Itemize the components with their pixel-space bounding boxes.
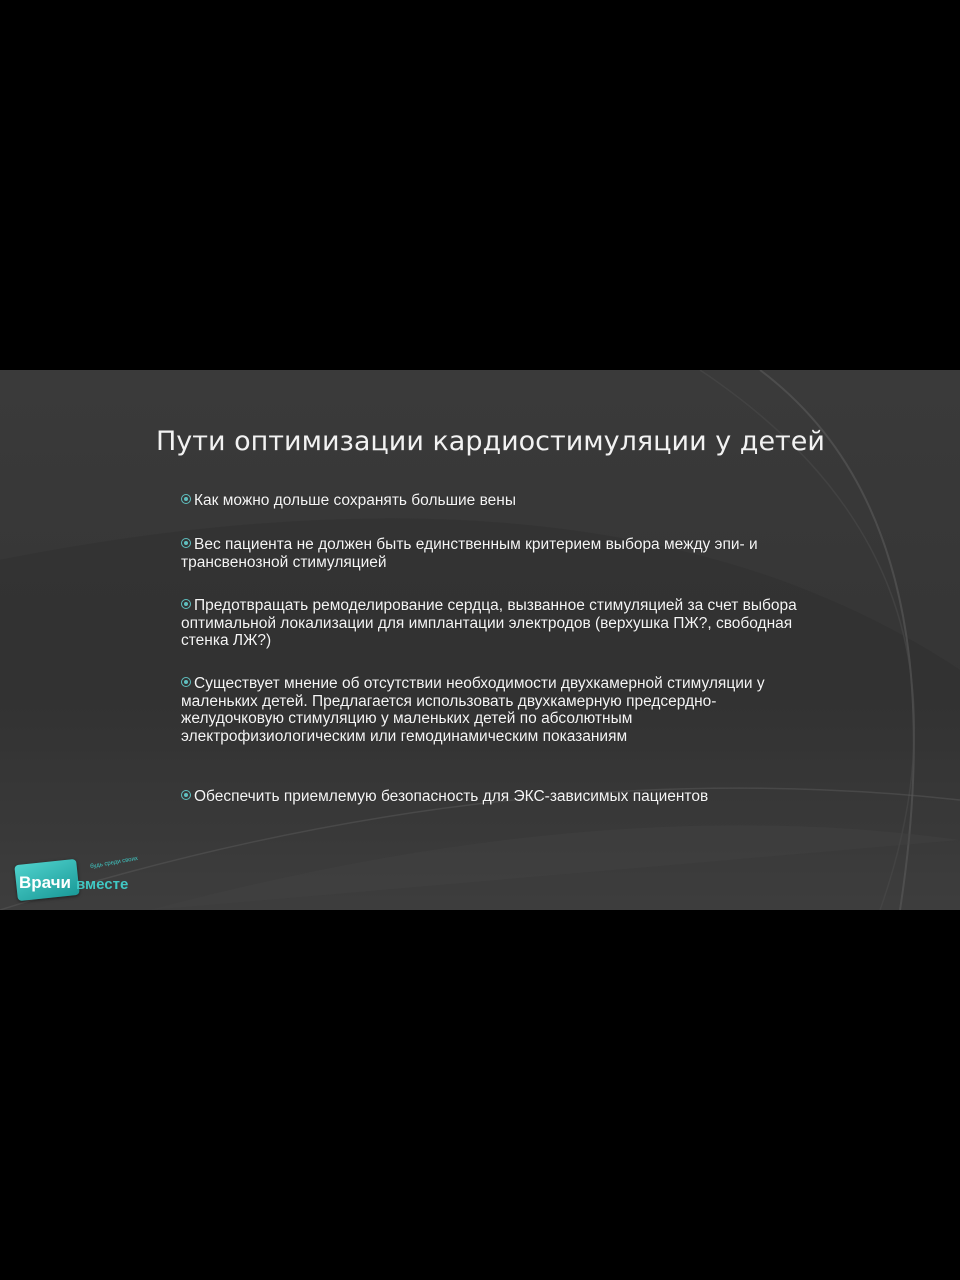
bullet-text: Обеспечить приемлемую безопасность для ЭКС-зависимых пациентов bbox=[194, 788, 709, 805]
circled-dot-icon bbox=[181, 538, 191, 548]
circled-dot-icon bbox=[181, 494, 191, 504]
presentation-slide bbox=[0, 370, 960, 910]
bullet-text: Вес пациента не должен быть единственным критерием выбора между эпи- и трансвенозной стимуляцией bbox=[181, 536, 758, 571]
bullet-text: Существует мнение об отсутствии необходимости двухкамерной стимуляции у маленьких детей. Предлагается использовать двухкамерную предсердно-желудочковую стимуляцию у маленьких детей по абсолютным электрофизиологическим или гемодинамическим показаниям bbox=[181, 675, 765, 745]
logo-tagline: будь среди своих bbox=[89, 855, 139, 871]
circled-dot-icon bbox=[181, 790, 191, 800]
circled-dot-icon bbox=[181, 599, 191, 609]
logo-main-text: Врачи bbox=[19, 873, 72, 892]
logo-second-text: вместе bbox=[76, 876, 129, 893]
bullet-item bbox=[181, 597, 801, 650]
bullet-text: Предотвращать ремоделирование сердца, вызванное стимуляцией за счет выбора оптимальной локализации для имплантации электродов (верхушка ПЖ?, свободная стенка ЛЖ?) bbox=[181, 597, 797, 649]
vrachi-vmeste-logo bbox=[14, 855, 154, 902]
bullet-item bbox=[181, 492, 801, 510]
bullet-text: Как можно дольше сохранять большие вены bbox=[194, 492, 516, 509]
bullet-item bbox=[181, 788, 801, 806]
bullet-item bbox=[181, 675, 801, 745]
circled-dot-icon bbox=[181, 677, 191, 687]
slide-title: Пути оптимизации кардиостимуляции у детей bbox=[156, 426, 825, 457]
bullet-item bbox=[181, 536, 801, 571]
